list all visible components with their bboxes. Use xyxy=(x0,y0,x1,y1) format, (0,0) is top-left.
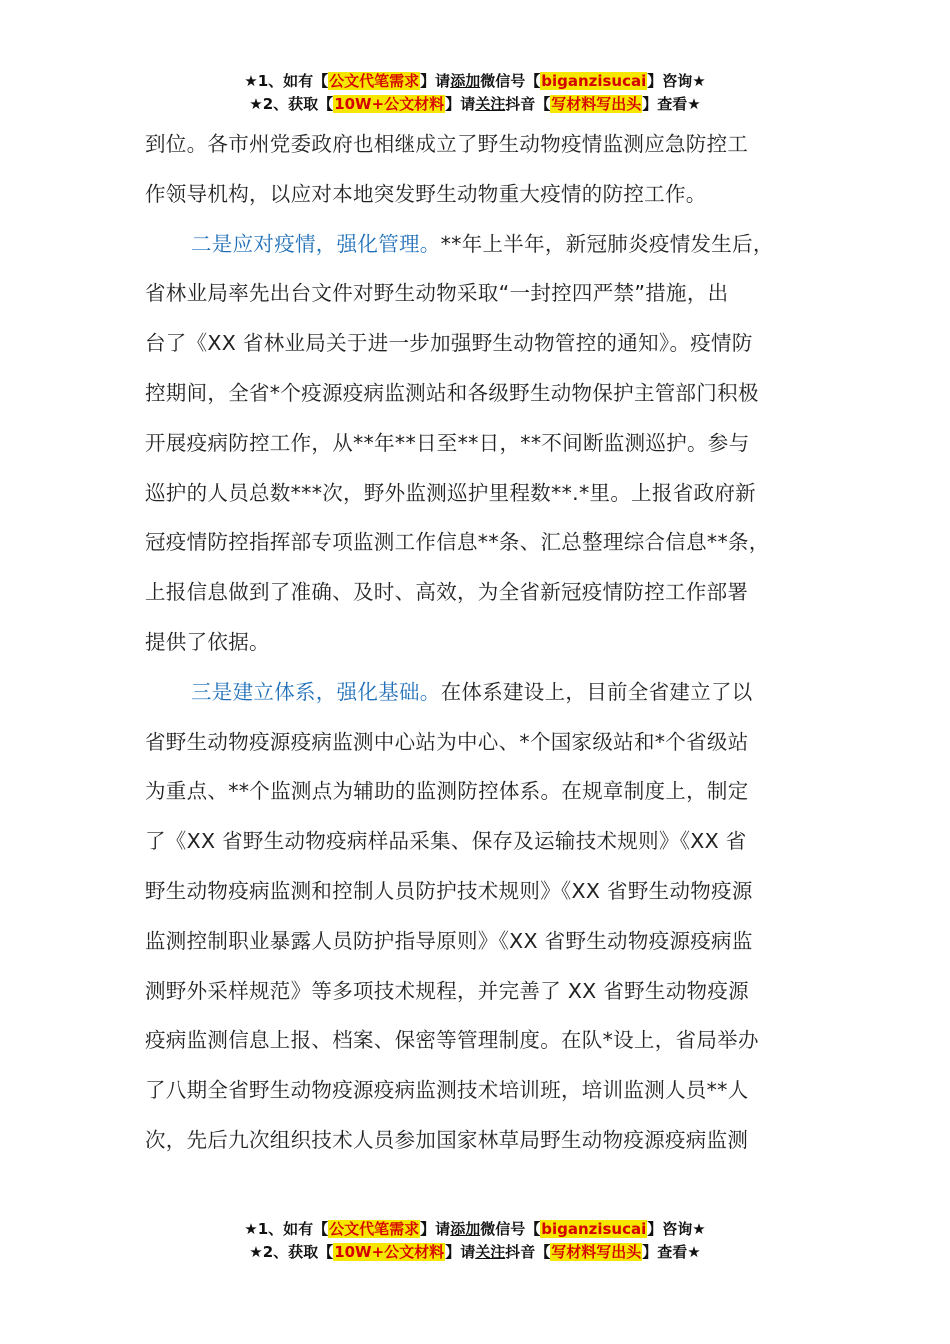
body-line: 次，先后九次组织技术人员参加国家林草局野生动物疫源疫病监测 xyxy=(145,1127,749,1152)
body-line: 冠疫情防控指挥部专项监测工作信息**条、汇总整理综合信息**条， xyxy=(145,530,770,555)
banner-text: 】请 xyxy=(445,95,476,113)
banner-text: 】查看★ xyxy=(642,95,701,113)
body-line: 了《XX 省野生动物疫病样品采集、保存及运输技术规则》《XX 省 xyxy=(145,829,747,854)
banner-underlined: 关注 xyxy=(475,95,506,113)
banner-line-2 xyxy=(0,1241,950,1264)
banner-highlight: 10W+公文材料 xyxy=(334,95,445,113)
banner-text: ★2、获取【 xyxy=(249,1243,334,1261)
banner-highlight: 写材料写出头 xyxy=(551,1243,642,1261)
banner-highlight: biganzisucai xyxy=(541,1220,647,1238)
body-line: 作领导机构，以应对本地突发野生动物重大疫情的防控工作。 xyxy=(145,181,707,206)
banner-underlined: 添加 xyxy=(450,72,481,90)
banner-underlined: 添加 xyxy=(450,1220,481,1238)
footer-banner xyxy=(0,1218,950,1264)
body-line: 野生动物疫病监测和控制人员防护技术规则》《XX 省野生动物疫源 xyxy=(145,878,753,903)
body-line: 台了《XX 省林业局关于进一步加强野生动物管控的通知》。疫情防 xyxy=(145,331,753,356)
banner-text: 】请 xyxy=(420,72,451,90)
banner-text: 】查看★ xyxy=(642,1243,701,1261)
paragraph-3-heading: 三是建立体系，强化基础。 xyxy=(191,679,441,704)
banner-text: 】请 xyxy=(420,1220,451,1238)
banner-text: 抖音【 xyxy=(505,1243,551,1261)
banner-highlight: 写材料写出头 xyxy=(551,95,642,113)
banner-text: ★1、如有【 xyxy=(244,72,329,90)
banner-highlight: 公文代笔需求 xyxy=(329,1220,420,1238)
body-line: 为重点、**个监测点为辅助的监测防控体系。在规章制度上，制定 xyxy=(145,779,749,804)
paragraph-2-first-line xyxy=(145,220,815,270)
paragraph-3-first-line xyxy=(145,668,815,718)
banner-text: 微信号【 xyxy=(480,1220,541,1238)
banner-highlight: 公文代笔需求 xyxy=(329,72,420,90)
header-banner xyxy=(0,70,950,116)
body-line: 省野生动物疫源疫病监测中心站为中心、*个国家级站和*个省级站 xyxy=(145,729,749,754)
banner-line-1 xyxy=(0,70,950,93)
banner-text: 】咨询★ xyxy=(647,1220,706,1238)
body-line: 提供了依据。 xyxy=(145,629,270,654)
banner-text: 抖音【 xyxy=(505,95,551,113)
banner-text: 】咨询★ xyxy=(647,72,706,90)
body-line: 疫病监测信息上报、档案、保密等管理制度。在队*设上，省局举办 xyxy=(145,1028,759,1053)
banner-text: 微信号【 xyxy=(480,72,541,90)
banner-line-2 xyxy=(0,93,950,116)
body-line: 监测控制职业暴露人员防护指导原则》《XX 省野生动物疫源疫病监 xyxy=(145,928,753,953)
banner-underlined: 关注 xyxy=(475,1243,506,1261)
document-body xyxy=(145,120,815,1166)
body-line: 巡护的人员总数***次，野外监测巡护里程数**.*里。上报省政府新 xyxy=(145,480,756,505)
banner-text: 】请 xyxy=(445,1243,476,1261)
body-line: 了八期全省野生动物疫源疫病监测技术培训班，培训监测人员**人 xyxy=(145,1078,749,1103)
paragraph-2-heading: 二是应对疫情，强化管理。 xyxy=(191,231,441,256)
banner-text: ★2、获取【 xyxy=(249,95,334,113)
body-line: 测野外采样规范》等多项技术规程，并完善了 XX 省野生动物疫源 xyxy=(145,978,749,1003)
paragraph-3-lead: 在体系建设上，目前全省建立了以 xyxy=(440,679,753,704)
banner-text: ★1、如有【 xyxy=(244,1220,329,1238)
body-line: 上报信息做到了准确、及时、高效，为全省新冠疫情防控工作部署 xyxy=(145,580,749,605)
body-line: 控期间，全省*个疫源疫病监测站和各级野生动物保护主管部门积极 xyxy=(145,380,759,405)
banner-highlight: biganzisucai xyxy=(541,72,647,90)
banner-line-1 xyxy=(0,1218,950,1241)
body-line: 开展疫病防控工作，从**年**日至**日，**不间断监测巡护。参与 xyxy=(145,430,750,455)
body-line: 到位。各市州党委政府也相继成立了野生动物疫情监测应急防控工 xyxy=(145,132,749,156)
banner-highlight: 10W+公文材料 xyxy=(334,1243,445,1261)
body-line: 省林业局率先出台文件对野生动物采取“一封控四严禁”措施，出 xyxy=(145,281,729,306)
paragraph-2-lead: **年上半年，新冠肺炎疫情发生后， xyxy=(440,231,774,256)
